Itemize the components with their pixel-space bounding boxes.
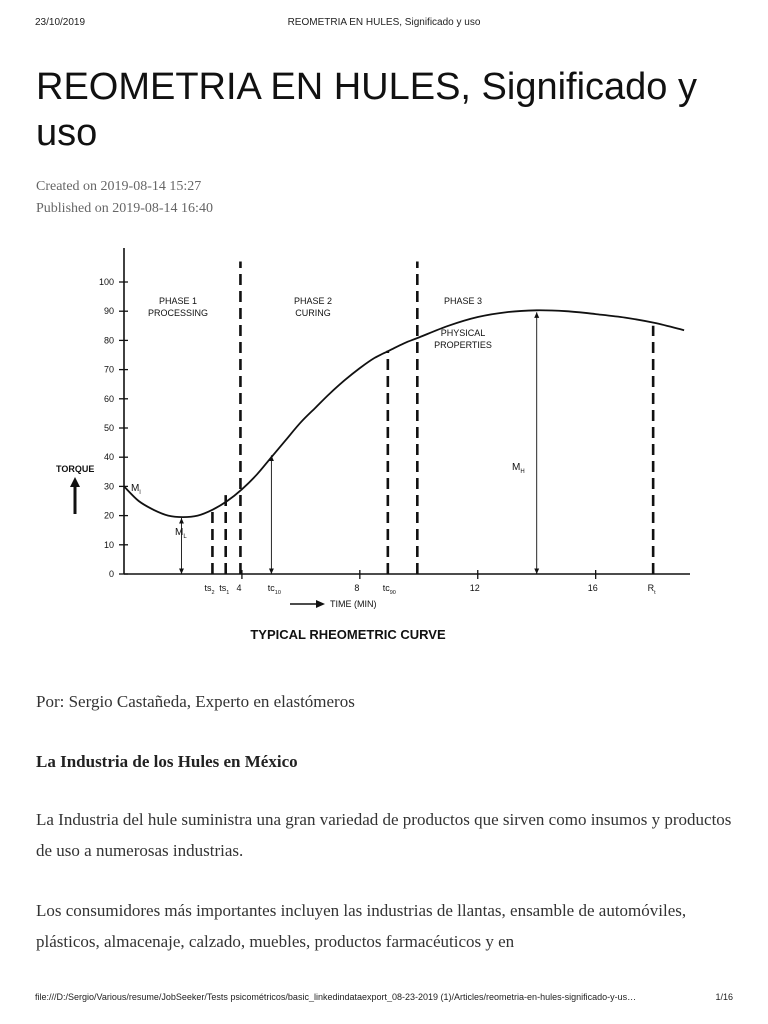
x-tick-label-0: $ts_2$ [204,583,215,596]
phase2-title: PHASE 2 [293,296,333,306]
x-tick-label-3: $tc_{10}$ [267,583,281,596]
x-tick-label-8: $R_t$ [647,583,656,596]
created-date: Created on 2019-08-14 15:27 [36,179,202,194]
phase3-name-1: PHYSICAL [440,328,486,338]
phase3-title: PHASE 3 [443,296,483,306]
phase2-label [294,296,332,318]
y-axis-title: TORQUE [56,464,95,474]
x-tick-label-6: 12 [469,583,480,593]
x-tick-label-5: $tc_{90}$ [382,583,396,596]
phase2-name: CURING [295,308,331,318]
print-date: 23/10/2019 [35,17,86,28]
y-tick-label-40: 40 [103,452,114,463]
paragraph-2: Los consumidores más importantes incluyen las industrias de llantas, ensamble de automóviles, plásticos, almacenaje, calzado, muebles, productos farmacéuticos y en [36,901,687,951]
print-header [35,17,733,31]
phase1-name: PROCESSING [147,308,209,318]
x-tick-label-7: 16 [587,583,598,593]
print-page-title: REOMETRIA EN HULES, Significado y uso [287,17,481,28]
file-path: file:///D:/Sergio/Various/resume/JobSeeker/Tests psicométricos/basic_linkedindataexport_08-23-2019 (1)/Articles/reometria-en-hules-significado-y-us… [35,992,637,1002]
y-tick-label-30: 30 [103,481,114,492]
mh-label: $M_H$ [512,462,525,475]
y-tick-label-60: 60 [103,393,114,404]
ml-min-label: $M_L$ [175,527,187,540]
author-line: Por: Sergio Castañeda, Experto en elastómeros [36,692,355,711]
x-tick-label-4: 8 [354,583,360,593]
y-tick-label-20: 20 [103,510,114,521]
x-axis-title: TIME (MIN) [330,599,377,609]
section-heading: La Industria de los Hules en México [36,752,298,771]
rheometric-chart [50,238,700,658]
time-arrow [290,600,325,608]
phase1-title: PHASE 1 [158,296,198,306]
x-tick-label-2: 4 [236,583,242,593]
x-tick-label-1: $ts_1$ [219,583,230,596]
y-tick-label-90: 90 [103,306,114,317]
phase3-label [434,296,492,350]
y-tick-label-80: 80 [103,335,114,346]
print-footer [35,992,733,1006]
ml-start-label: $M_l$ [131,483,141,496]
phase3-name-2: PROPERTIES [434,340,492,350]
torque-up-arrow [70,477,80,514]
page-number: 1/16 [715,992,733,1002]
y-tick-label-100: 100 [98,277,114,287]
y-tick-label-70: 70 [103,364,114,375]
y-tick-label-10: 10 [103,539,114,550]
published-date: Published on 2019-08-14 16:40 [36,201,213,216]
x-axis [124,570,690,596]
y-axis [99,248,128,579]
article-body [36,686,736,957]
y-tick-label-0: 0 [108,569,114,579]
chart-title: TYPICAL RHEOMETRIC CURVE [250,627,446,642]
paragraph-1: La Industria del hule suministra una gran variedad de productos que sirven como insumos y productos de uso a numerosas industrias. [36,810,732,860]
article-title: REOMETRIA EN HULES, Significado y uso [36,66,697,154]
rheometric-figure [50,238,700,658]
article-meta [36,176,213,220]
phase1-label [148,296,208,318]
torque-curve [124,310,684,517]
y-tick-label-50: 50 [103,423,114,433]
